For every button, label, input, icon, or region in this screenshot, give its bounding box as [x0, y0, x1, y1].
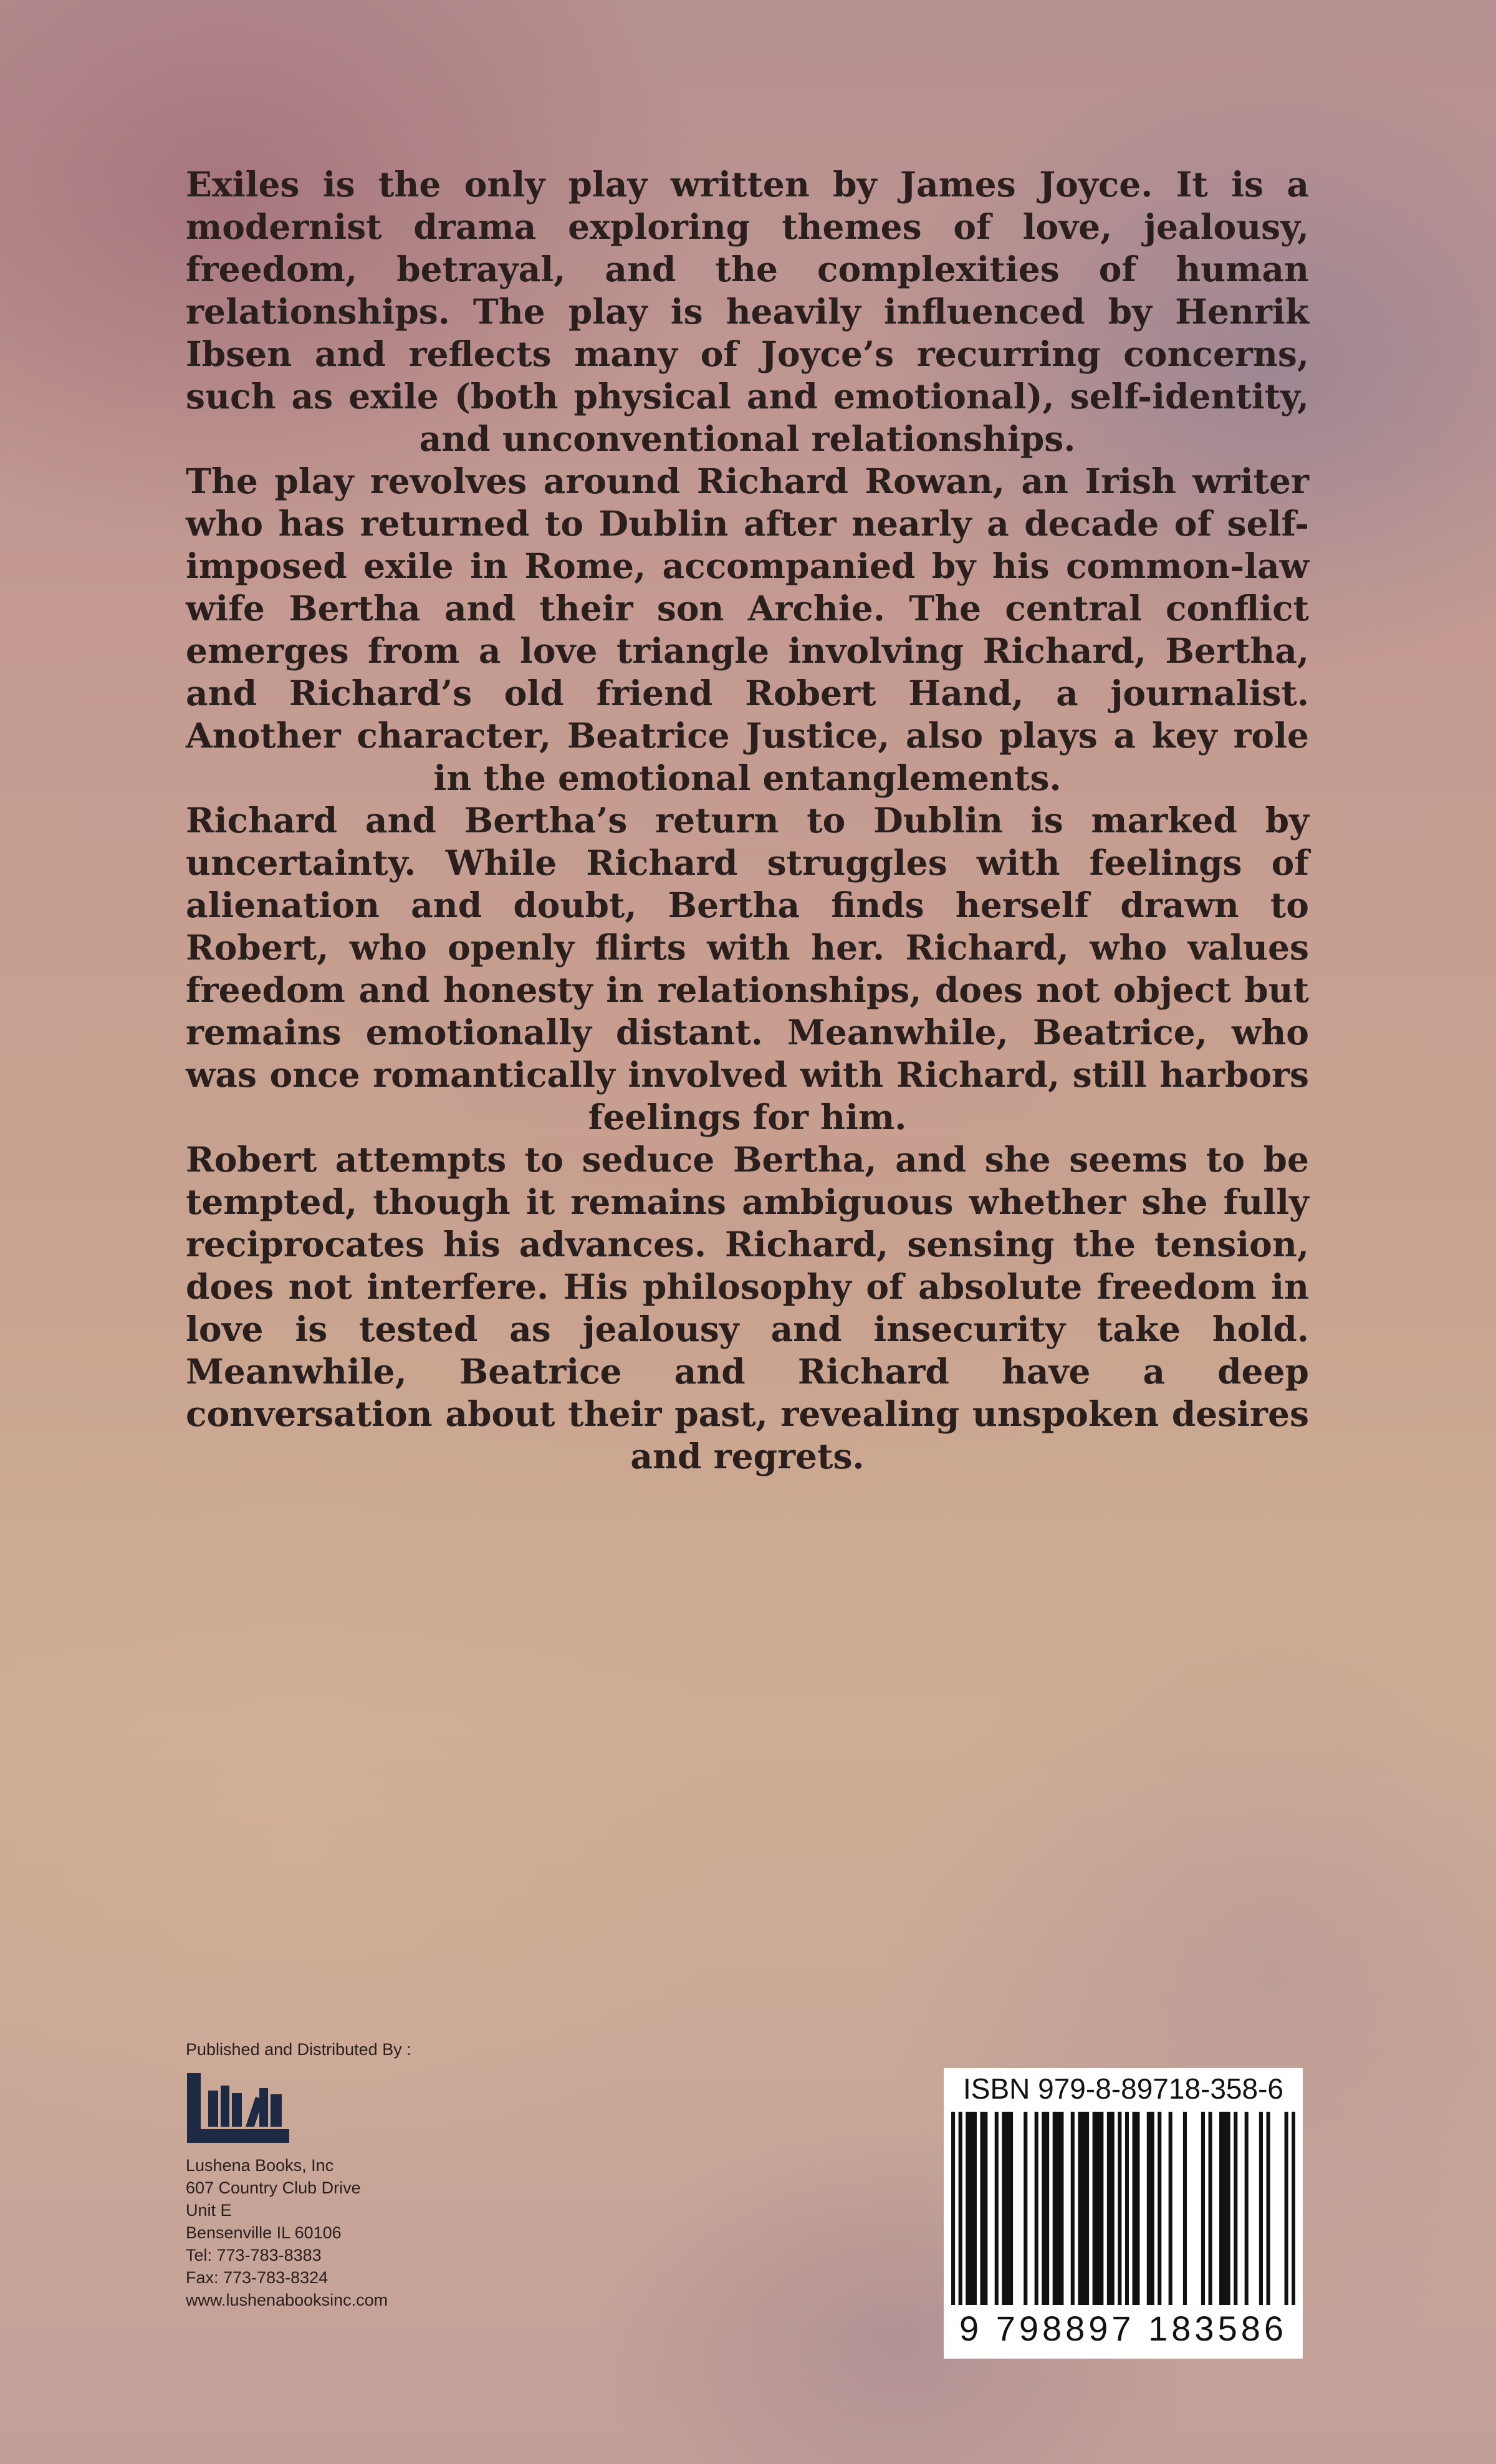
barcode-bar: [1158, 2112, 1161, 2305]
barcode-bar: [1093, 2112, 1096, 2305]
barcode-bar: [1005, 2112, 1009, 2305]
barcode-bar: [1071, 2112, 1075, 2305]
barcode-bar: [1151, 2112, 1154, 2305]
barcode-bar: [1111, 2112, 1115, 2305]
barcode-bar: [1245, 2112, 1249, 2305]
barcode-bar: [1227, 2112, 1230, 2305]
barcode-digits: 9 798897 183586: [959, 2309, 1287, 2348]
barcode-bar: [959, 2112, 962, 2305]
blurb-paragraph: Richard and Bertha’s return to Dublin is marked by uncertainty. While Richard struggles with feelings of alienation and doubt, Bertha finds herself drawn to Robert, who openly flirts with her. Richard, who values freedom and honesty in relationships, does not object but remains emotionally distant. Meanwhile, Beatrice, who was once romantically involved with Richard, still harbors feelings for him.: [186, 800, 1309, 1137]
barcode-bar: [1107, 2112, 1111, 2305]
barcode-bar: [1169, 2112, 1172, 2305]
barcode-bar: [1096, 2112, 1100, 2305]
barcode-bar: [1125, 2112, 1129, 2305]
barcode-bar: [1285, 2112, 1288, 2305]
barcode-bar: [1053, 2112, 1057, 2305]
barcode-bar: [1201, 2112, 1205, 2305]
barcode-bar: [973, 2112, 977, 2305]
barcode-bar: [1057, 2112, 1060, 2305]
barcode-bar: [1223, 2112, 1227, 2305]
barcode-bar: [1183, 2112, 1187, 2305]
blurb-paragraph: Robert attempts to seduce Bertha, and she seems to be tempted, though it remains ambiguous whether she fully reciprocates his advances. Richard, sensing the tension, does not interfere. His philosophy of absolute freedom in love is tested as jealousy and insecurity take hold. Meanwhile, Beatrice and Richard have a deep conversation about their past, revealing unspoken desires and regrets.: [186, 1139, 1309, 1476]
publisher-name: Lushena Books, Inc: [186, 2156, 334, 2175]
publisher-fax: Fax: 773-783-8324: [186, 2268, 328, 2287]
publisher-info: [186, 2040, 560, 2311]
barcode-bar: [1133, 2112, 1136, 2305]
publisher-city: Bensenville IL 60106: [186, 2223, 342, 2242]
barcode-bar: [995, 2112, 999, 2305]
barcode-bar: [1118, 2112, 1121, 2305]
isbn-label: ISBN 979-8-89718-358-6: [963, 2072, 1283, 2105]
barcode-bar: [1100, 2112, 1103, 2305]
lushena-books-logo-icon: [186, 2072, 292, 2145]
publisher-unit: Unit E: [186, 2201, 232, 2220]
barcode-bar: [1060, 2112, 1063, 2305]
isbn-barcode: [944, 2068, 1303, 2359]
barcode-bar: [951, 2112, 955, 2305]
barcode-bar: [1136, 2112, 1139, 2305]
publisher-heading: Published and Distributed By :: [186, 2040, 411, 2059]
barcode-bar: [1292, 2112, 1295, 2305]
blurb-paragraph: The play revolves around Richard Rowan, an Irish writer who has returned to Dublin after nearly a decade of self-imposed exile in Rome, accompanied by his common-law wife Bertha and their son Archie. The central conflict emerges from a love triangle involving Richard, Bertha, and Richard’s old friend Robert Hand, a journalist. Another character, Beatrice Justice, also plays a key role in the emotional entanglements.: [186, 461, 1309, 798]
barcode-bar: [1009, 2112, 1013, 2305]
barcode-bar: [1024, 2112, 1027, 2305]
barcode-bar: [1219, 2112, 1223, 2305]
barcode-bar: [984, 2112, 987, 2305]
barcode-bar: [1267, 2112, 1270, 2305]
publisher-tel: Tel: 773-783-8383: [186, 2246, 322, 2264]
barcode-bar: [1147, 2112, 1151, 2305]
barcode-bar: [969, 2112, 973, 2305]
barcode-bar: [1078, 2112, 1081, 2305]
barcode-bar: [1042, 2112, 1045, 2305]
publisher-street: 607 Country Club Drive: [186, 2178, 361, 2197]
barcode-bar: [966, 2112, 969, 2305]
blurb-paragraph: Exiles is the only play written by James Joyce. It is a modernist drama exploring themes of love, jealousy, freedom, betrayal, and the complexities of human relationships. The play is heavily influenced by Henrik Ibsen and reflects many of Joyce’s recurring concerns, such as exile (both physical and emotional), self-identity, and unconventional relationships.: [186, 164, 1309, 459]
barcode-bar: [1035, 2112, 1038, 2305]
barcode-bar: [1002, 2112, 1005, 2305]
barcode-bar: [1081, 2112, 1085, 2305]
back-cover-blurb: [186, 163, 1309, 1478]
publisher-website: www.lushenabooksinc.com: [186, 2291, 388, 2309]
barcode-bar: [1209, 2112, 1212, 2305]
barcode-bar: [1259, 2112, 1263, 2305]
barcode-bar: [1085, 2112, 1089, 2305]
barcode-bar: [980, 2112, 984, 2305]
barcode-bar: [1234, 2112, 1237, 2305]
barcode-bar: [1045, 2112, 1049, 2305]
barcode-bars: [951, 2112, 1295, 2305]
